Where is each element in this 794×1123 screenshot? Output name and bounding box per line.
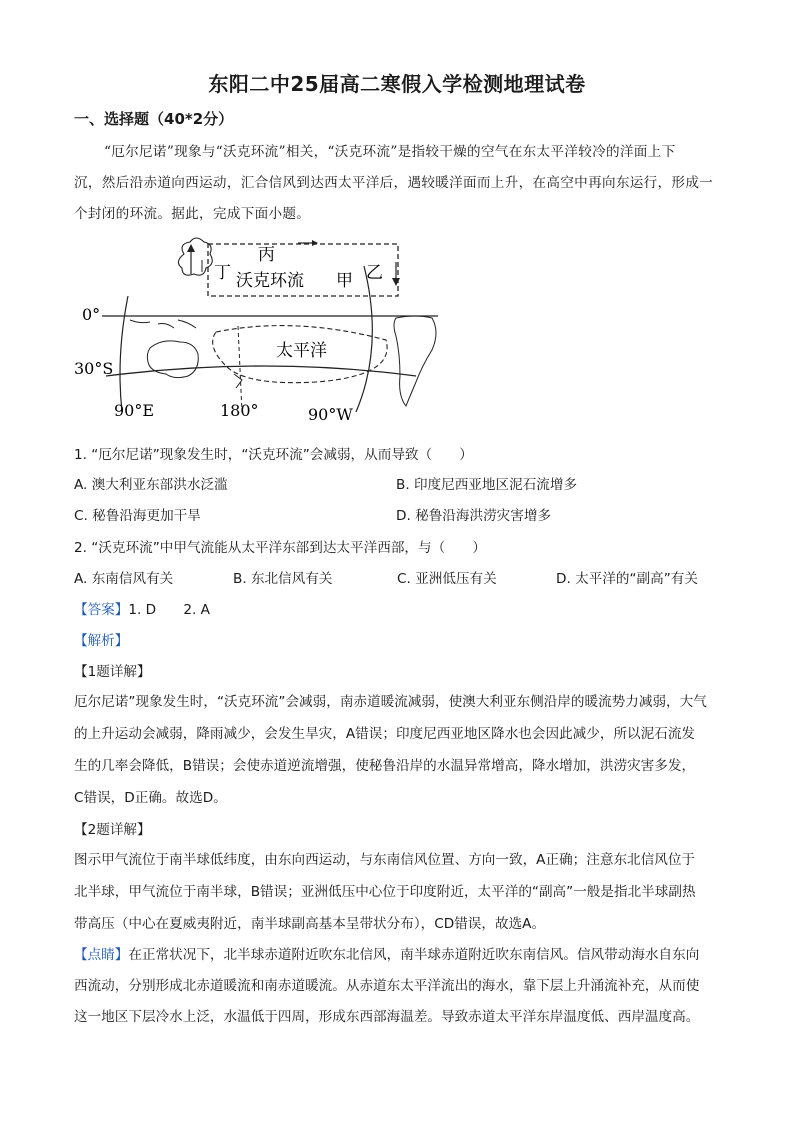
analysis-label: 【解析】 (74, 633, 129, 649)
detail-2-line-2: 北半球，甲气流位于南半球，B错误；亚洲低压中心位于印度附近，太平洋的“副高”一般是指北半球副热 (74, 884, 696, 900)
section-heading: 一、选择题（40*2分） (74, 110, 234, 128)
intro-line-1: “厄尔尼诺”现象与“沃克环流”相关，“沃克环流”是指较干燥的空气在东太平洋较冷的洋面上下 (104, 144, 676, 160)
yi-arrow-head (392, 278, 400, 286)
detail-1-line-4: C错误，D正确。故选D。 (74, 790, 227, 806)
tip-label: 【点睛】 (74, 947, 129, 963)
question-1-stem: 1. “厄尔尼诺”现象发生时，“沃克环流”会减弱，从而导致（ ） (74, 447, 473, 463)
intro-line-3: 个封闭的环流。据此，完成下面小题。 (74, 206, 311, 222)
intro-line-2: 沉，然后沿赤道向西运动，汇合信风到达西太平洋后，遇较暖洋面而上升，在高空中再向东运行，形成一 (74, 175, 714, 191)
question-1-option-d: D. 秘鲁沿海洪涝灾害增多 (396, 508, 552, 524)
question-1-option-a: A. 澳大利亚东部洪水泛滥 (74, 477, 228, 493)
question-1-option-c: C. 秘鲁沿海更加干旱 (74, 508, 201, 524)
tip-line-2: 西流动，分别形成北赤道暖流和南赤道暖流。从赤道东太平洋流出的海水，靠下层上升涌流补充，从而使 (74, 978, 700, 994)
rising-air-cloud-icon (178, 238, 212, 275)
detail-1-line-1: 厄尔尼诺”现象发生时，“沃克环流”会减弱，南赤道暖流减弱，使澳大利亚东侧沿岸的暖流势力减弱，大气 (74, 694, 707, 710)
question-2-option-a: A. 东南信风有关 (74, 571, 174, 587)
meridian-180 (238, 326, 242, 412)
detail-1-label: 【1题详解】 (74, 664, 151, 680)
question-1-option-b: B. 印度尼西亚地区泥石流增多 (396, 477, 578, 493)
label-lat-0: 0° (82, 305, 101, 324)
page-title: 东阳二中25届高二寒假入学检测地理试卷 (208, 72, 586, 96)
label-bing: 丙 (258, 245, 275, 265)
tip-line-1 (74, 943, 699, 963)
label-lon-90e: 90°E (114, 401, 155, 420)
label-jia: 甲 (336, 271, 353, 291)
south-america-shape (394, 316, 436, 406)
question-2-stem: 2. “沃克环流”中甲气流能从太平洋东部到达太平洋西部，与（ ） (74, 540, 486, 556)
tip-line-3: 这一地区下层冷水上泛，水温低于四周，形成东西部海温差。导致赤道太平洋东岸温度低、西岸温度高。 (74, 1009, 700, 1025)
meridian-90w (356, 266, 372, 412)
bing-arrow-head (312, 240, 318, 246)
detail-1-line-3: 生的几率会降低，B错误；会使赤道逆流增强，使秘鲁沿岸的水温异常增高，降水增加，洪涝灾害多发， (74, 758, 696, 774)
label-walker-circulation: 沃克环流 (236, 271, 304, 291)
label-lat-30s: 30°S (74, 359, 114, 378)
question-2-option-b: B. 东北信风有关 (233, 571, 333, 587)
label-yi: 乙 (366, 263, 383, 283)
label-lon-180: 180° (220, 401, 259, 420)
detail-2-line-1: 图示甲气流位于南半球低纬度，由东向西运动，与东南信风位置、方向一致，A正确；注意东北信风位于 (74, 852, 696, 868)
detail-2-line-3: 带高压（中心在夏威夷附近，南半球副高基本呈带状分布），CD错误，故选A。 (74, 916, 546, 932)
australia-shape (147, 341, 198, 378)
islands-shape (130, 320, 196, 328)
answer-value: 1. D 2. A (128, 602, 210, 618)
answer-label: 【答案】 (74, 602, 129, 618)
rising-arrow-head (187, 244, 195, 252)
question-2-option-c: C. 亚洲低压有关 (397, 571, 497, 587)
tip-first-text: 在正常状况下，北半球赤道附近吹东北信风，南半球赤道附近吹东南信风。信风带动海水自东向 (128, 947, 700, 963)
label-lon-90w: 90°W (308, 405, 353, 424)
detail-2-label: 【2题详解】 (74, 822, 151, 838)
label-pacific: 太平洋 (276, 341, 327, 361)
meridian-90e (120, 296, 128, 412)
label-ding: 丁 (214, 263, 231, 283)
detail-1-line-2: 的上升运动会减弱，降雨减少，会发生旱灾，A错误；印度尼西亚地区降水也会因此减少，所以泥石流发 (74, 726, 696, 742)
answer-line (74, 598, 210, 618)
walker-circulation-map (66, 236, 446, 426)
question-2-option-d: D. 太平洋的“副高”有关 (556, 571, 698, 587)
